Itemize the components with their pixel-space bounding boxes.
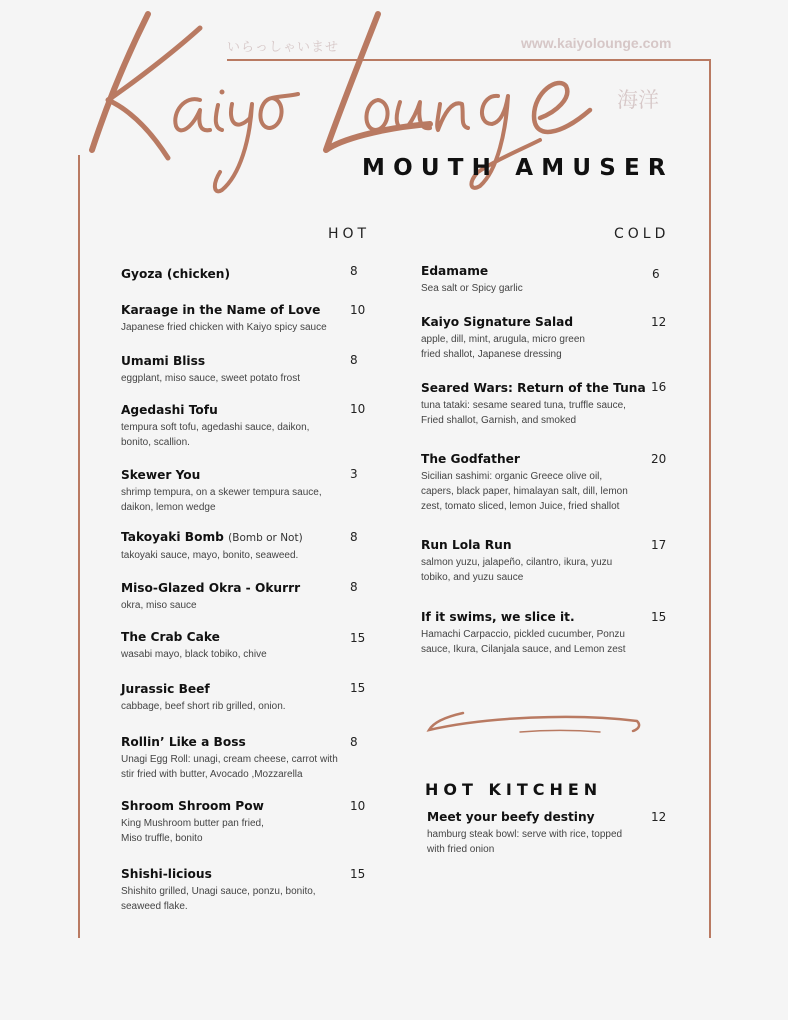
item-price: 8 — [350, 735, 358, 749]
item-name: Shroom Shroom Pow — [121, 799, 264, 813]
menu-item — [121, 302, 381, 335]
menu-item — [121, 529, 381, 563]
item-name: If it swims, we slice it. — [421, 610, 575, 624]
menu-item — [121, 681, 381, 714]
item-name: Umami Bliss — [121, 354, 206, 368]
item-price: 17 — [651, 538, 667, 552]
item-name: Kaiyo Signature Salad — [421, 315, 574, 329]
menu-item — [121, 629, 381, 662]
item-description: Unagi Egg Roll: unagi, cream cheese, carrot with stir fried with butter, Avocado ,Mozzarella — [121, 754, 338, 780]
menu-item — [121, 467, 336, 515]
item-price: 16 — [651, 380, 667, 394]
item-description: Japanese fried chicken with Kaiyo spicy sauce — [121, 322, 327, 333]
item-price: 6 — [652, 267, 660, 281]
menu-item — [421, 451, 631, 514]
item-price: 8 — [350, 530, 358, 544]
item-description: okra, miso sauce — [121, 600, 197, 611]
item-name: Miso-Glazed Okra - Okurrr — [121, 581, 301, 595]
menu-item — [121, 734, 351, 782]
item-description: Sea salt or Spicy garlic — [421, 283, 523, 294]
greeting-japanese: いらっしゃいませ — [227, 40, 340, 55]
item-price: 8 — [350, 580, 358, 594]
item-description: Hamachi Carpaccio, pickled cucumber, Ponzu sauce, Ikura, Cilanjala sauce, and Lemon zest — [421, 629, 626, 655]
menu-item — [421, 263, 681, 296]
item-price: 10 — [350, 799, 366, 813]
item-price: 15 — [350, 681, 366, 695]
menu-item — [427, 809, 642, 857]
item-name: Gyoza (chicken) — [121, 267, 231, 281]
menu-item — [121, 353, 381, 386]
item-description: hamburg steak bowl: serve with rice, topped with fried onion — [427, 829, 623, 855]
item-name: Run Lola Run — [421, 538, 512, 552]
item-price: 10 — [350, 303, 366, 317]
item-price: 3 — [350, 467, 358, 481]
item-name: Rollin’ Like a Boss — [121, 735, 246, 749]
item-description: salmon yuzu, jalapeño, cilantro, ikura, yuzu tobiko, and yuzu sauce — [421, 557, 613, 583]
item-name: The Crab Cake — [121, 630, 220, 644]
item-description: shrimp tempura, on a skewer tempura sauce, daikon, lemon wedge — [121, 487, 322, 513]
item-description: wasabi mayo, black tobiko, chive — [121, 649, 267, 660]
item-name — [121, 529, 381, 546]
frame-left-line — [78, 155, 80, 938]
item-price: 15 — [350, 631, 366, 645]
item-price: 10 — [350, 402, 366, 416]
item-name: Edamame — [421, 264, 489, 278]
item-description: King Mushroom butter pan fried, Miso truffle, bonito — [121, 818, 264, 844]
item-description: Shishito grilled, Unagi sauce, ponzu, bonito, seaweed flake. — [121, 886, 316, 912]
website-url[interactable]: www.kaiyolounge.com — [521, 35, 672, 51]
item-price: 12 — [651, 810, 667, 824]
item-price: 8 — [350, 353, 358, 367]
kanji-mark: 海洋 — [617, 88, 659, 112]
menu-item — [121, 866, 331, 914]
item-price: 15 — [350, 867, 366, 881]
menu-item — [421, 314, 601, 362]
menu-item — [121, 266, 381, 282]
menu-subtitle: MOUTH AMUSER — [362, 155, 674, 181]
item-name: Skewer You — [121, 468, 201, 482]
item-note: (Bomb or Not) — [228, 532, 303, 544]
item-description: tempura soft tofu, agedashi sauce, daikon, bonito, scallion. — [121, 422, 310, 448]
decorative-swash — [425, 705, 645, 740]
menu-item — [121, 402, 331, 450]
cold-column-title: COLD — [614, 226, 670, 242]
hot-column-title: HOT — [328, 226, 371, 242]
item-name-text: Takoyaki Bomb — [121, 530, 224, 544]
item-name: Agedashi Tofu — [121, 403, 218, 417]
menu-item — [421, 537, 621, 585]
item-description: tuna tataki: sesame seared tuna, truffle sauce, Fried shallot, Garnish, and smoked — [421, 400, 626, 426]
item-name: Karaage in the Name of Love — [121, 303, 321, 317]
hot-kitchen-title: HOT KITCHEN — [425, 780, 603, 799]
item-name: The Godfather — [421, 452, 520, 466]
item-description: eggplant, miso sauce, sweet potato frost — [121, 373, 300, 384]
item-description: cabbage, beef short rib grilled, onion. — [121, 701, 286, 712]
menu-item — [421, 380, 646, 428]
menu-item — [421, 609, 631, 657]
item-price: 20 — [651, 452, 667, 466]
item-description: Sicilian sashimi: organic Greece olive oil, capers, black paper, himalayan salt, dill, lemon zest, tomato sliced, lemon Juice, fried shallot — [421, 471, 628, 512]
item-description: takoyaki sauce, mayo, bonito, seaweed. — [121, 550, 299, 561]
item-name: Shishi-licious — [121, 867, 212, 881]
menu-item — [121, 798, 281, 846]
item-description: apple, dill, mint, arugula, micro green fried shallot, Japanese dressing — [421, 334, 585, 360]
item-price: 15 — [651, 610, 667, 624]
menu-item — [121, 580, 381, 613]
item-price: 8 — [350, 264, 358, 278]
item-name: Jurassic Beef — [121, 682, 210, 696]
item-price: 12 — [651, 315, 667, 329]
item-name: Meet your beefy destiny — [427, 810, 595, 824]
item-name: Seared Wars: Return of the Tuna — [421, 381, 646, 395]
